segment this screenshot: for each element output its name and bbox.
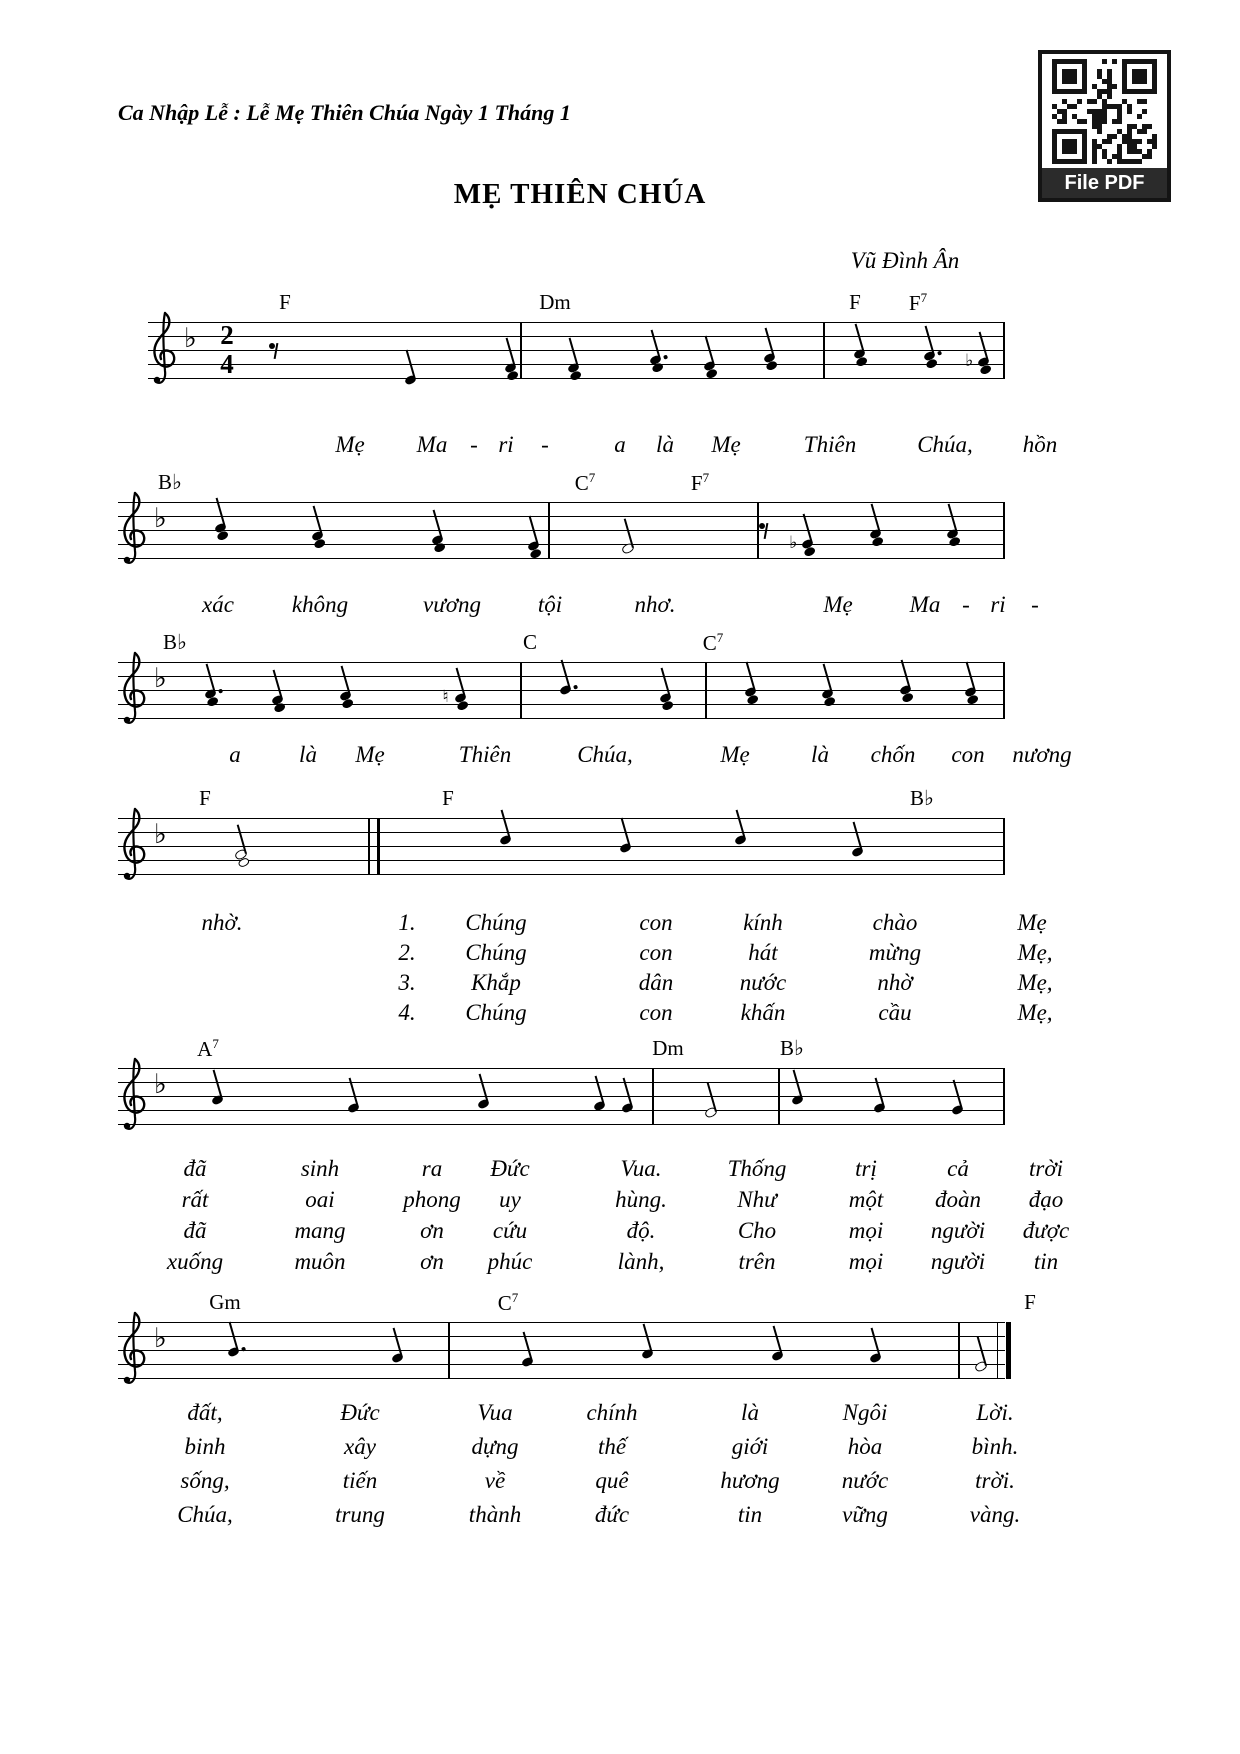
verse-word: thế (597, 1434, 627, 1459)
music-note-icon (744, 687, 757, 698)
lyric-word: vương (422, 592, 482, 617)
verse-word: trời (1028, 1156, 1064, 1181)
page-title: MẸ THIÊN CHÚA (453, 178, 707, 210)
verse-word: Chúng (465, 1000, 527, 1025)
verse-word: bình. (971, 1434, 1019, 1459)
verse-word: Vua (477, 1400, 513, 1425)
verse-word: con (639, 1000, 673, 1025)
page-header-text: Ca Nhập Lễ : Lễ Mẹ Thiên Chúa Ngày 1 Tháng 1 (118, 100, 571, 125)
barline (1003, 1068, 1005, 1125)
verse-word: Đức (340, 1400, 380, 1425)
chord-label: $F^7$ (690, 470, 710, 495)
chord-label: B♭ (163, 630, 187, 654)
chord-label: $F^7$ (908, 290, 928, 315)
music-note-icon (791, 1095, 804, 1106)
music-note-icon (734, 835, 747, 846)
music-note-second-head (433, 542, 446, 553)
eighth-rest-icon (758, 522, 772, 540)
lyric-word: - (470, 432, 478, 457)
music-note-second-head (925, 358, 938, 369)
verse-word: đất, (187, 1400, 223, 1425)
verse-word: tin (737, 1502, 763, 1527)
treble-clef-icon (114, 805, 148, 894)
verse-word: tiến (342, 1468, 378, 1493)
verse-word: lành, (617, 1249, 665, 1274)
lyric-word: hồn (1022, 432, 1058, 457)
music-note-icon (821, 689, 834, 700)
verse-word: mang (294, 1218, 346, 1243)
music-note-icon (869, 529, 882, 540)
verse-word: Khắp (471, 970, 521, 995)
music-note-second-head (823, 696, 836, 707)
double-barline (368, 818, 380, 875)
verse-word: cả (947, 1156, 969, 1181)
verse-word: mọi (848, 1218, 884, 1243)
lyric-word: xác (202, 592, 234, 617)
lyric-word: Mẹ (355, 742, 385, 767)
music-note-icon (704, 1107, 718, 1119)
lyric-word: Thiên (458, 742, 512, 767)
verse-word: giới (731, 1434, 769, 1459)
staff-system (148, 322, 1005, 379)
music-note-second-head (661, 700, 674, 711)
barline (448, 1322, 450, 1379)
verse-word: Lời. (976, 1400, 1014, 1425)
verse-word: Chúng (465, 940, 527, 965)
music-note-icon (404, 375, 417, 386)
verse-word: nhờ. (201, 910, 243, 935)
verse-word: mừng (868, 940, 922, 965)
verse-word: Chúa, (177, 1502, 233, 1527)
music-note-icon (431, 535, 444, 546)
verse-word: Vua. (620, 1156, 662, 1181)
augmentation-dot (937, 351, 941, 355)
treble-clef-icon (114, 1309, 148, 1398)
lyric-word: là (656, 432, 674, 457)
chord-label: F (199, 786, 211, 810)
chord-label: B♭ (158, 470, 182, 494)
flat-sign-icon: ♭ (184, 323, 197, 354)
barline (958, 1322, 960, 1379)
verse-word: mọi (848, 1249, 884, 1274)
lyric-word: con (951, 742, 985, 767)
music-note-second-head (803, 546, 816, 557)
chord-label: F (849, 290, 861, 314)
verse-word: rất (181, 1187, 209, 1212)
lyric-word: chốn (870, 742, 916, 767)
music-note-icon (347, 1103, 360, 1114)
verse-word: người (930, 1249, 986, 1274)
verse-word: ơn (420, 1218, 444, 1243)
music-note-second-head (216, 530, 229, 541)
chord-label: $A^7$ (197, 1036, 219, 1061)
verse-word: cầu (878, 1000, 912, 1025)
barline (520, 662, 522, 719)
music-note-icon (946, 529, 959, 540)
verse-word: ra (421, 1156, 443, 1181)
verse-word: hát (748, 940, 778, 965)
barline (520, 322, 522, 379)
chord-label: $C^7$ (574, 470, 596, 495)
final-barline (997, 1322, 1011, 1379)
music-note-icon (641, 1349, 654, 1360)
chord-label: Dm (539, 290, 571, 314)
staff-system (118, 502, 1005, 559)
verse-word: đoàn (935, 1187, 981, 1212)
music-note-icon (477, 1099, 490, 1110)
verse-word: con (639, 910, 673, 935)
lyric-word: Mẹ (823, 592, 853, 617)
verse-word: trị (855, 1156, 877, 1181)
augmentation-dot (663, 355, 667, 359)
treble-clef-icon (114, 1055, 148, 1144)
lyric-word: Mẹ (335, 432, 365, 457)
lyric-word: Ma (416, 432, 448, 457)
lyric-word: Ma (909, 592, 941, 617)
music-note-icon (873, 1103, 886, 1114)
music-note-icon (211, 1095, 224, 1106)
flat-sign-icon: ♭ (154, 503, 167, 534)
treble-clef-icon (144, 309, 178, 398)
music-note-second-head (237, 857, 250, 868)
music-note-icon (899, 685, 912, 696)
verse-word: oai (305, 1187, 335, 1212)
music-note-second-head (705, 368, 718, 379)
verse-word: Mẹ, (1017, 970, 1053, 995)
verse-word: 2. (398, 940, 416, 965)
verse-word: quê (595, 1468, 629, 1493)
verse-word: 1. (398, 910, 416, 935)
verse-word: nước (739, 970, 787, 995)
music-note-icon (311, 531, 324, 542)
verse-word: chính (586, 1400, 638, 1425)
staff-system (118, 818, 1005, 875)
lyric-word: là (299, 742, 317, 767)
music-note-icon (703, 361, 716, 372)
verse-word: trung (335, 1502, 385, 1527)
verse-word: phúc (487, 1249, 533, 1274)
barline (1003, 818, 1005, 875)
music-note-icon (527, 541, 540, 552)
verse-word: binh (184, 1434, 226, 1459)
verse-word: nước (841, 1468, 889, 1493)
music-note-icon (771, 1351, 784, 1362)
flat-sign-icon: ♭ (154, 663, 167, 694)
lyric-word: - (541, 432, 549, 457)
verse-word: là (741, 1400, 759, 1425)
music-note-icon (593, 1101, 606, 1112)
verse-word: một (848, 1187, 884, 1212)
verse-word: xuống (166, 1249, 224, 1274)
barline (705, 662, 707, 719)
verse-word: Mẹ, (1017, 940, 1053, 965)
chord-label: B♭ (910, 786, 934, 810)
verse-word: vững (842, 1502, 888, 1527)
music-note-icon (923, 351, 936, 362)
music-note-icon (442, 687, 467, 708)
staff-system (118, 1068, 1005, 1125)
barline (778, 1068, 780, 1125)
verse-word: thành (468, 1502, 522, 1527)
music-note-second-head (765, 360, 778, 371)
music-note-icon (204, 689, 217, 700)
barline (823, 322, 825, 379)
verse-word: Thống (727, 1156, 787, 1181)
barline (1003, 502, 1005, 559)
lyric-word: a (229, 742, 241, 767)
verse-word: tin (1033, 1249, 1059, 1274)
lyric-word: Mẹ (720, 742, 750, 767)
verse-word: dựng (471, 1434, 519, 1459)
music-note-icon (853, 349, 866, 360)
verse-word: ơn (420, 1249, 444, 1274)
eighth-rest-icon (268, 342, 282, 360)
music-note-icon (619, 843, 632, 854)
verse-word: độ. (626, 1218, 656, 1243)
chord-label: $C^7$ (702, 630, 724, 655)
chord-label: B♭ (780, 1036, 804, 1060)
augmentation-dot (241, 1347, 245, 1351)
augmentation-dot (573, 685, 577, 689)
verse-word: Cho (737, 1218, 777, 1243)
music-note-icon (391, 1353, 404, 1364)
music-note-icon (227, 1347, 240, 1358)
accidental-icon: ♭ (789, 532, 798, 553)
accidental-icon: ♭ (965, 350, 974, 371)
music-note-icon (234, 849, 248, 861)
music-note-second-head (855, 356, 868, 367)
chord-label: Gm (209, 1290, 241, 1314)
verse-word: kính (743, 910, 783, 935)
lyric-word: a (614, 432, 626, 457)
verse-word: khấn (740, 1000, 786, 1025)
lyric-word: Chúa, (917, 432, 973, 457)
verse-word: trời. (975, 1468, 1015, 1493)
music-note-icon (521, 1357, 534, 1368)
composer-name: Vũ Đình Ân (850, 248, 960, 273)
barline (652, 1068, 654, 1125)
music-note-icon (621, 1103, 634, 1114)
lyric-word: tội (537, 592, 563, 617)
music-note-second-head (506, 370, 519, 381)
lyric-word: ri (498, 432, 514, 457)
flat-sign-icon: ♭ (154, 1323, 167, 1354)
lyric-word: Chúa, (577, 742, 633, 767)
flat-sign-icon: ♭ (154, 1069, 167, 1100)
music-note-second-head (313, 538, 326, 549)
staff-system (118, 662, 1005, 719)
chord-label: C (522, 630, 538, 654)
time-signature: 2 4 (220, 320, 234, 379)
treble-clef-icon (114, 489, 148, 578)
verse-word: Đức (490, 1156, 530, 1181)
music-note-icon (214, 523, 227, 534)
verse-word: muôn (294, 1249, 346, 1274)
music-note-icon (567, 363, 580, 374)
music-note-second-head (746, 694, 759, 705)
music-note-second-head (456, 700, 469, 711)
verse-word: Chúng (465, 910, 527, 935)
verse-word: 4. (398, 1000, 416, 1025)
lyric-word: là (811, 742, 829, 767)
verse-word: con (639, 940, 673, 965)
barline (548, 502, 550, 559)
verse-word: Mẹ, (1017, 1000, 1053, 1025)
music-note-icon (851, 847, 864, 858)
chord-label: F (442, 786, 454, 810)
verse-word: Như (737, 1187, 777, 1212)
music-note-second-head (569, 370, 582, 381)
music-note-icon (504, 363, 517, 374)
music-note-second-head (901, 692, 914, 703)
verse-word: Mẹ (1017, 910, 1047, 935)
verse-word: đạo (1028, 1187, 1064, 1212)
verse-word: dân (638, 970, 674, 995)
verse-word: hương (720, 1468, 780, 1493)
music-note-second-head (948, 536, 961, 547)
barline (1003, 322, 1005, 379)
verse-word: hùng. (615, 1187, 667, 1212)
verse-word: trên (738, 1249, 776, 1274)
music-note-icon (951, 1105, 964, 1116)
verse-word: cứu (492, 1218, 528, 1243)
verse-word: người (930, 1218, 986, 1243)
verse-word: sinh (300, 1156, 340, 1181)
music-note-icon (763, 353, 776, 364)
barline (1003, 662, 1005, 719)
music-note-icon (965, 350, 990, 371)
verse-word: chào (872, 910, 918, 935)
music-note-second-head (341, 698, 354, 709)
verse-word: vàng. (969, 1502, 1021, 1527)
music-note-icon (621, 543, 635, 555)
lyric-word: - (1031, 592, 1039, 617)
verse-word: Ngôi (842, 1400, 888, 1425)
verse-word: xây (344, 1434, 376, 1459)
verse-word: đã (183, 1218, 207, 1243)
verse-word: sống, (180, 1468, 230, 1493)
music-note-second-head (871, 536, 884, 547)
lyric-word: nương (1012, 742, 1072, 767)
verse-word: 3. (398, 970, 416, 995)
music-note-icon (789, 532, 814, 553)
music-note-second-head (529, 548, 542, 559)
lyric-word: - (962, 592, 970, 617)
verse-word: đã (183, 1156, 207, 1181)
music-note-icon (869, 1353, 882, 1364)
lyric-word: Thiên (803, 432, 857, 457)
file-pdf-badge: File PDF (1042, 168, 1167, 198)
lyric-word: ri (990, 592, 1006, 617)
music-note-second-head (651, 362, 664, 373)
verse-word: uy (499, 1187, 521, 1212)
augmentation-dot (218, 689, 222, 693)
verse-word: đức (594, 1502, 630, 1527)
treble-clef-icon (114, 649, 148, 738)
music-note-second-head (206, 696, 219, 707)
music-note-icon (271, 695, 284, 706)
verse-word: hòa (847, 1434, 883, 1459)
chord-label: Dm (652, 1036, 684, 1060)
music-note-icon (974, 1361, 988, 1373)
chord-label: $C^7$ (497, 1290, 519, 1315)
lyric-word: Mẹ (711, 432, 741, 457)
music-note-icon (659, 693, 672, 704)
music-note-second-head (273, 702, 286, 713)
flat-sign-icon: ♭ (154, 819, 167, 850)
accidental-icon: ♮ (442, 687, 449, 708)
chord-label: F (1024, 1290, 1036, 1314)
music-note-icon (339, 691, 352, 702)
lyric-word: nhơ. (634, 592, 676, 617)
music-note-icon (964, 687, 977, 698)
verse-word: về (484, 1468, 506, 1493)
lyric-word: không (291, 592, 349, 617)
music-note-icon (649, 355, 662, 366)
music-note-icon (559, 685, 572, 696)
verse-word: phong (403, 1187, 461, 1212)
staff-system (118, 1322, 1005, 1379)
chord-label: F (279, 290, 291, 314)
verse-word: được (1022, 1218, 1070, 1243)
verse-word: nhờ (877, 970, 913, 995)
music-note-icon (499, 835, 512, 846)
music-note-second-head (979, 364, 992, 375)
music-note-second-head (966, 694, 979, 705)
